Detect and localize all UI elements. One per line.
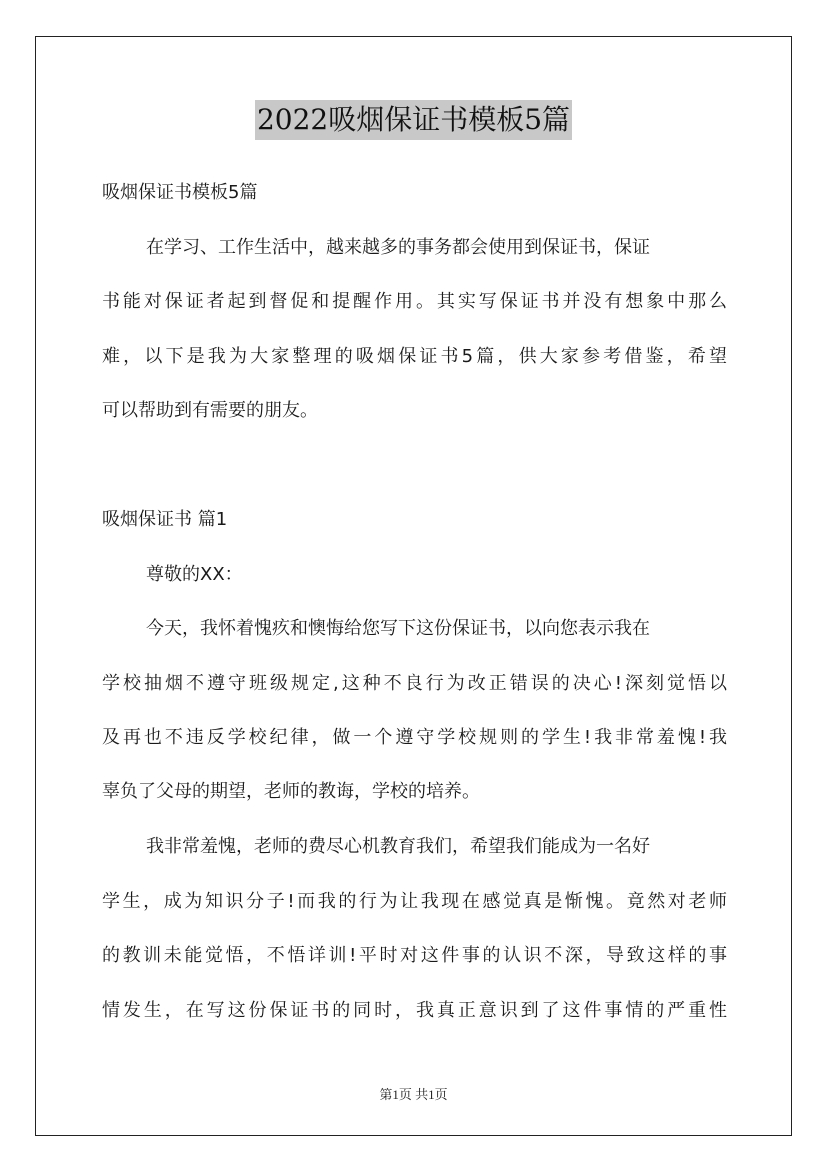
title-wrap [0, 100, 827, 140]
paragraph2-line-1: 我非常羞愧，老师的费尽心机教育我们，希望我们能成为一名好 [146, 836, 650, 857]
subtitle: 吸烟保证书模板5篇 [102, 182, 258, 203]
document-title: 2022吸烟保证书模板5篇 [255, 100, 572, 140]
intro-line-2: 书能对保证者起到督促和提醒作用。其实写保证书并没有想象中那么 [102, 291, 727, 312]
intro-line-1: 在学习、工作生活中，越来越多的事务都会使用到保证书，保证 [146, 237, 650, 258]
paragraph1-line-2: 学校抽烟不遵守班级规定,这种不良行为改正错误的决心!深刻觉悟以 [102, 673, 727, 694]
paragraph1-line-3: 及再也不违反学校纪律，做一个遵守学校规则的学生!我非常羞愧!我 [102, 727, 727, 748]
paragraph2-line-2: 学生，成为知识分子!而我的行为让我现在感觉真是惭愧。竟然对老师 [102, 891, 727, 912]
section-heading: 吸烟保证书 篇1 [102, 509, 228, 530]
paragraph2-line-3: 的教训未能觉悟，不悟详训!平时对这件事的认识不深，导致这样的事 [102, 945, 727, 966]
paragraph1-line-1: 今天，我怀着愧疚和懊悔给您写下这份保证书，以向您表示我在 [146, 618, 650, 639]
intro-line-3: 难，以下是我为大家整理的吸烟保证书5篇，供大家参考借鉴，希望 [102, 346, 727, 367]
salutation: 尊敬的XX： [146, 564, 243, 585]
page-footer: 第1页 共1页 [379, 1087, 448, 1102]
paragraph1-line-4: 辜负了父母的期望，老师的教诲，学校的培养。 [102, 781, 480, 802]
paragraph2-line-4: 情发生，在写这份保证书的同时，我真正意识到了这件事情的严重性 [102, 1000, 727, 1021]
intro-line-4: 可以帮助到有需要的朋友。 [102, 400, 318, 421]
